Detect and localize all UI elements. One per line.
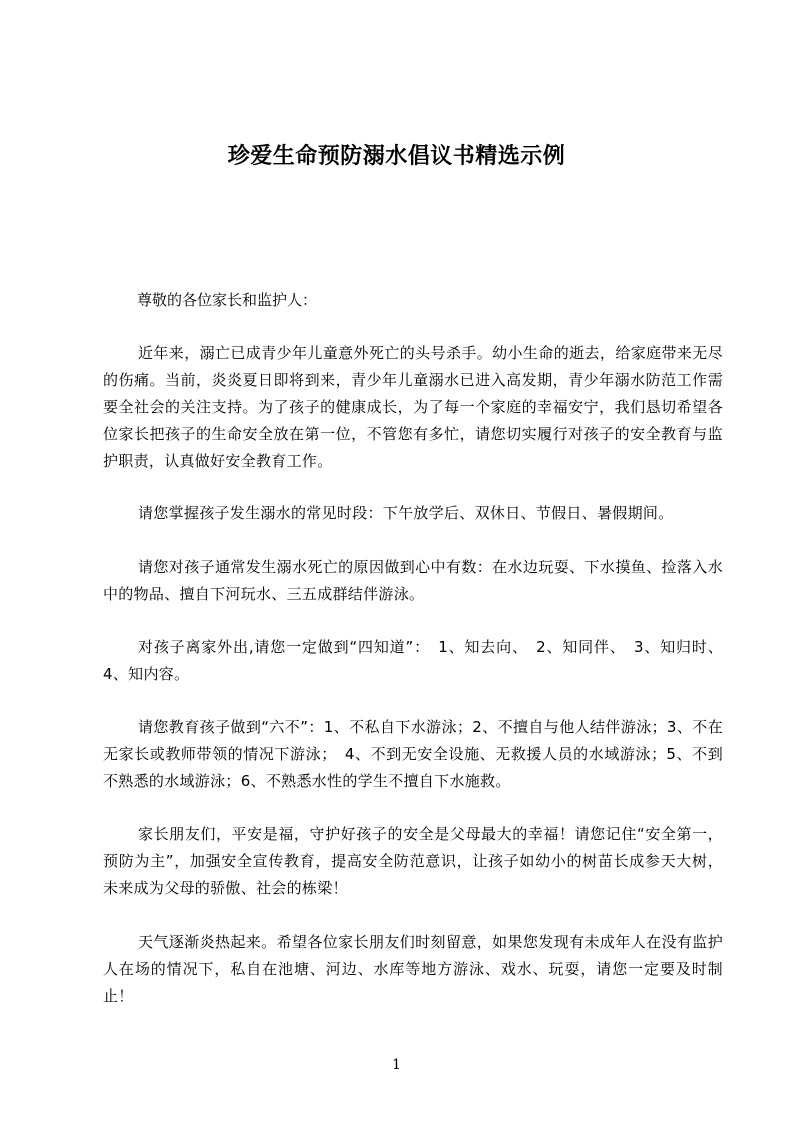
document-title: 珍爱生命预防溺水倡议书精选示例 xyxy=(227,144,566,169)
paragraph-six-nots: 请您教育孩子做到“六不”：1、不私自下水游泳；2、不擅自与他人结伴游泳；3、不在无家长或教师带领的情况下游泳； 4、不到无安全设施、无救援人员的水域游泳；5、不到不熟悉的水域游泳；6、不熟悉水性的学生不擅自下水施救。 xyxy=(103,718,723,790)
paragraph-intro: 近年来，溺亡已成青少年儿童意外死亡的头号杀手。幼小生命的逝去，给家庭带来无尽的伤痛。当前，炎炎夏日即将到来，青少年儿童溺水已进入高发期，青少年溺水防范工作需要全社会的关注支持。为了孩子的健康成长，为了每一个家庭的幸福安宁，我们恳切希望各位家长把孩子的生命安全放在第一位，不管您有多忙，请您切实履行对孩子的安全教育与监护职责，认真做好安全教育工作。 xyxy=(103,344,723,470)
page-number: 1 xyxy=(392,1057,401,1073)
paragraph-stop-unsupervised: 天气逐渐炎热起来。希望各位家长朋友们时刻留意，如果您发现有未成年人在没有监护人在场的情况下，私自在池塘、河边、水库等地方游泳、戏水、玩耍，请您一定要及时制止！ xyxy=(103,933,723,1005)
paragraph-four-knows: 对孩子离家外出,请您一定做到“四知道”： 1、知去向、 2、知同伴、 3、知归时、 4、知内容。 xyxy=(103,638,723,683)
paragraph-safety-first: 家长朋友们，平安是福，守护好孩子的安全是父母最大的幸福！请您记住“安全第一，预防为主”，加强安全宣传教育，提高安全防范意识，让孩子如幼小的树苗长成参天大树，未来成为父母的骄傲、社会的栋梁！ xyxy=(103,825,723,897)
salutation: 尊敬的各位家长和监护人： xyxy=(137,291,318,309)
paragraph-common-causes: 请您对孩子通常发生溺水死亡的原因做到心中有数：在水边玩耍、下水摸鱼、捡落入水中的物品、擅自下河玩水、三五成群结伴游泳。 xyxy=(103,558,723,603)
paragraph-common-times: 请您掌握孩子发生溺水的常见时段：下午放学后、双休日、节假日、暑假期间。 xyxy=(138,504,674,522)
